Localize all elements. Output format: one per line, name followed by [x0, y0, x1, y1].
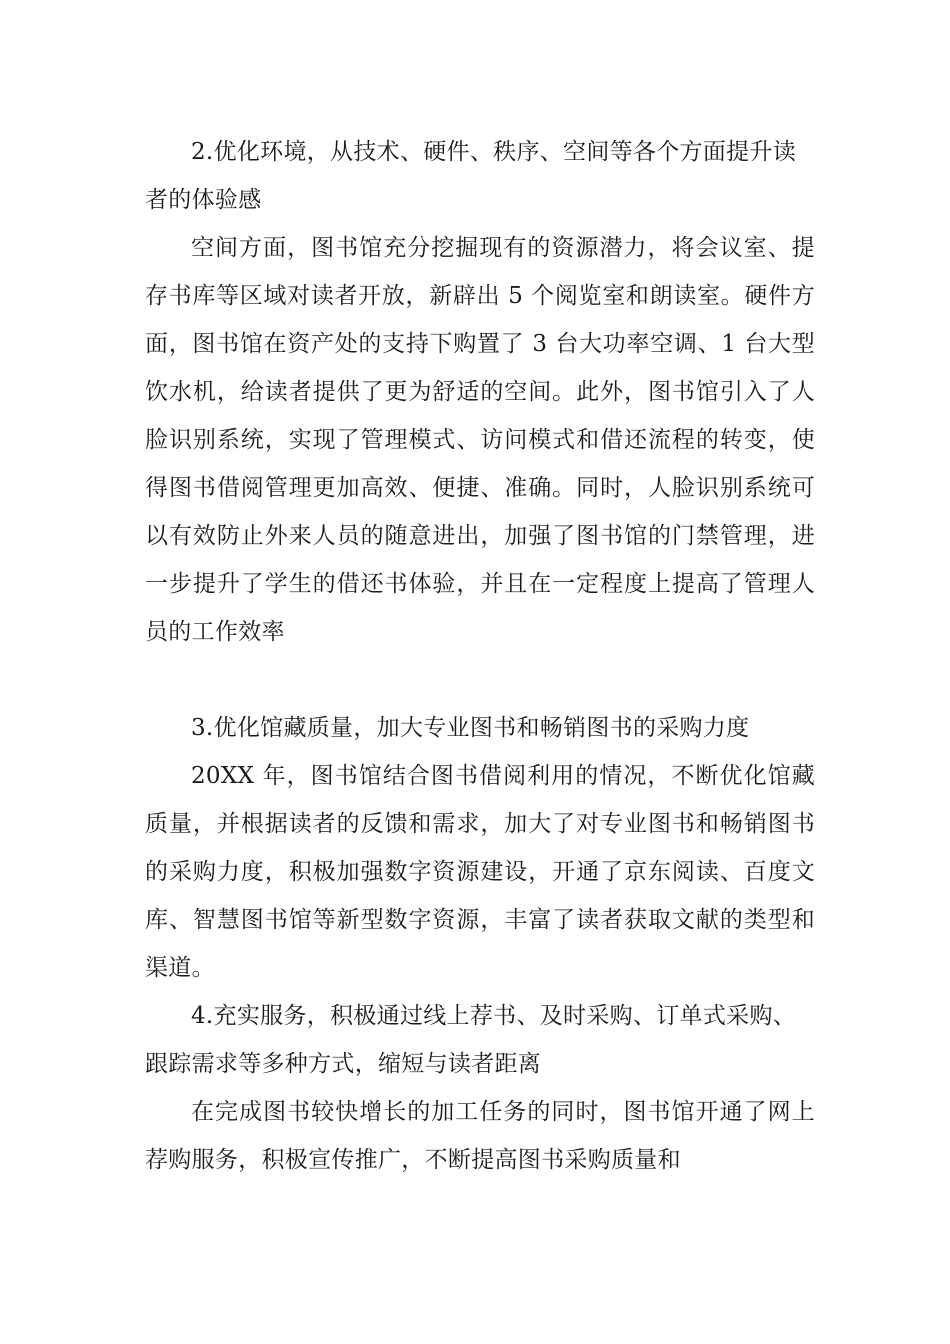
blank-line: [145, 656, 815, 704]
section-heading-2: 2.优化环境，从技术、硬件、秩序、空间等各个方面提升读者的体验感: [145, 139, 797, 213]
section-heading-3: 3.优化馆藏质量，加大专业图书和畅销图书的采购力度: [191, 715, 750, 741]
section-2-paragraph: 空间方面，图书馆充分挖掘现有的资源潜力，将会议室、提存书库等区域对读者开放，新辟出 5 个阅览室和朗读室。硬件方面，图书馆在资产处的支持下购置了 3 台大功率空调、1 台大型饮水机，给读者提供了更为舒适的空间。此外，图书馆引入了人脸识别系统，实现了管理模式、访问模式和借还流程的转变，使得图书借阅管理更加高效、便捷、准确。同时，人脸识别系统可以有效防止外来人员的随意进出，加强了图书馆的门禁管理，进一步提升了学生的借还书体验，并且在一定程度上提高了管理人员的工作效率: [145, 235, 815, 645]
section-heading-4: 4.充实服务，积极通过线上荐书、及时采购、订单式采购、跟踪需求等多种方式，缩短与读者距离: [145, 1003, 797, 1077]
section-4-paragraph: 在完成图书较快增长的加工任务的同时，图书馆开通了网上荐购服务，积极宣传推广，不断提高图书采购质量和: [145, 1099, 815, 1173]
document-body: [145, 128, 815, 1184]
section-3-paragraph: 20XX 年，图书馆结合图书借阅利用的情况，不断优化馆藏质量，并根据读者的反馈和需求，加大了对专业图书和畅销图书的采购力度，积极加强数字资源建设，开通了京东阅读、百度文库、智慧图书馆等新型数字资源，丰富了读者获取文献的类型和渠道。: [145, 763, 815, 981]
